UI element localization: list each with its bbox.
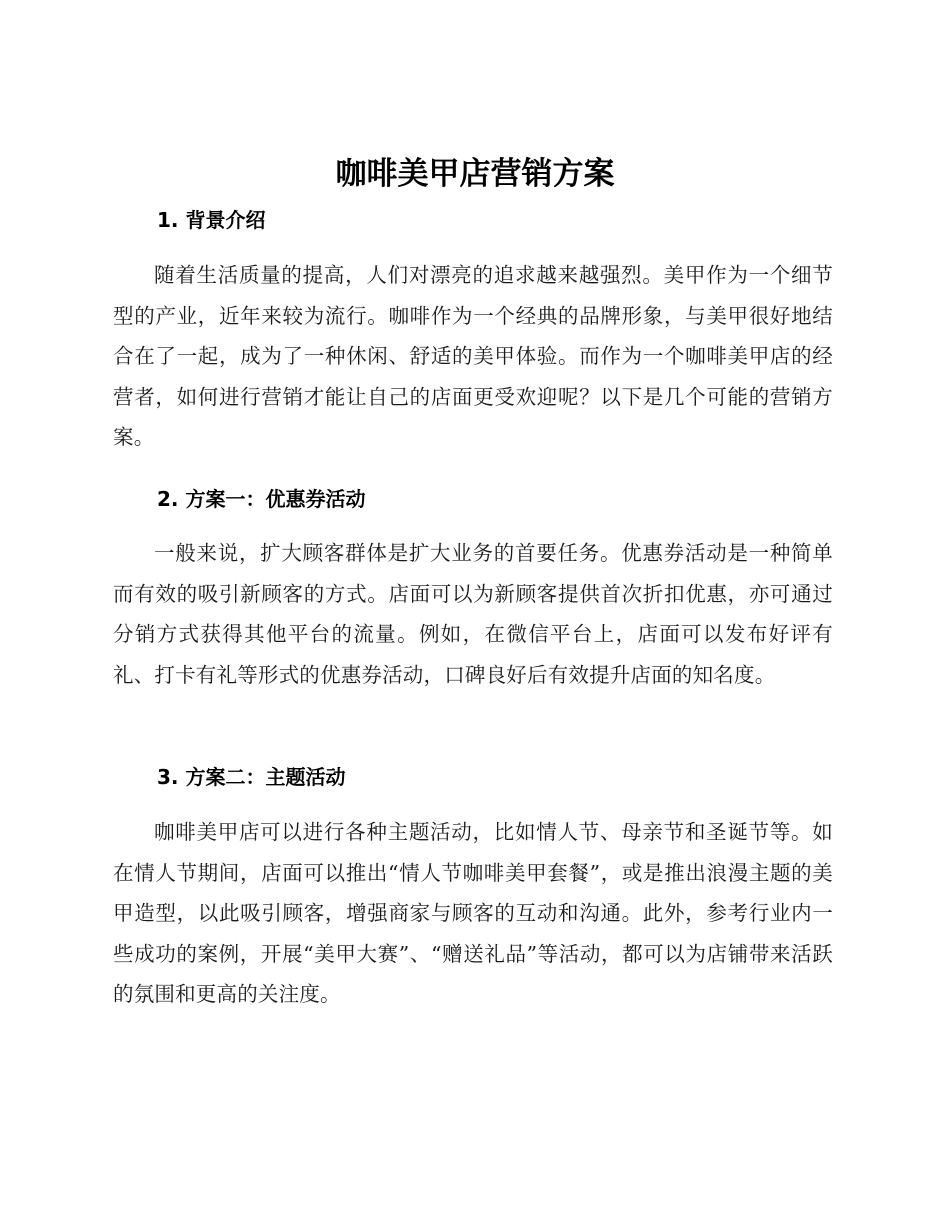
section-body-background: 随着生活质量的提高，人们对漂亮的追求越来越强烈。美甲作为一个细节型的产业，近年来较为流行。咖啡作为一个经典的品牌形象，与美甲很好地结合在了一起，成为了一种休闲、舒适的美甲体验。而作为一个咖啡美甲店的经营者，如何进行营销才能让自己的店面更受欢迎呢？以下是几个可能的营销方案。 bbox=[113, 263, 833, 450]
document-title: 咖啡美甲店营销方案 bbox=[335, 156, 615, 192]
section-body-coupon: 一般来说，扩大顾客群体是扩大业务的首要任务。优惠券活动是一种简单而有效的吸引新顾客的方式。店面可以为新顾客提供首次折扣优惠，亦可通过分销方式获得其他平台的流量。例如，在微信平台上，店面可以发布好评有礼、打卡有礼等形式的优惠券活动，口碑良好后有效提升店面的知名度。 bbox=[113, 541, 833, 687]
section-heading-coupon: 2. 方案一：优惠券活动 bbox=[157, 487, 366, 511]
section-heading-theme: 3. 方案二：主题活动 bbox=[157, 765, 346, 789]
section-heading-background: 1. 背景介绍 bbox=[157, 208, 266, 232]
section-body-theme: 咖啡美甲店可以进行各种主题活动，比如情人节、母亲节和圣诞节等。如在情人节期间，店面可以推出“情人节咖啡美甲套餐”，或是推出浪漫主题的美甲造型，以此吸引顾客，增强商家与顾客的互动和沟通。此外，参考行业内一些成功的案例，开展“美甲大赛”、“赠送礼品”等活动，都可以为店铺带来活跃的氛围和更高的关注度。 bbox=[113, 820, 833, 1007]
